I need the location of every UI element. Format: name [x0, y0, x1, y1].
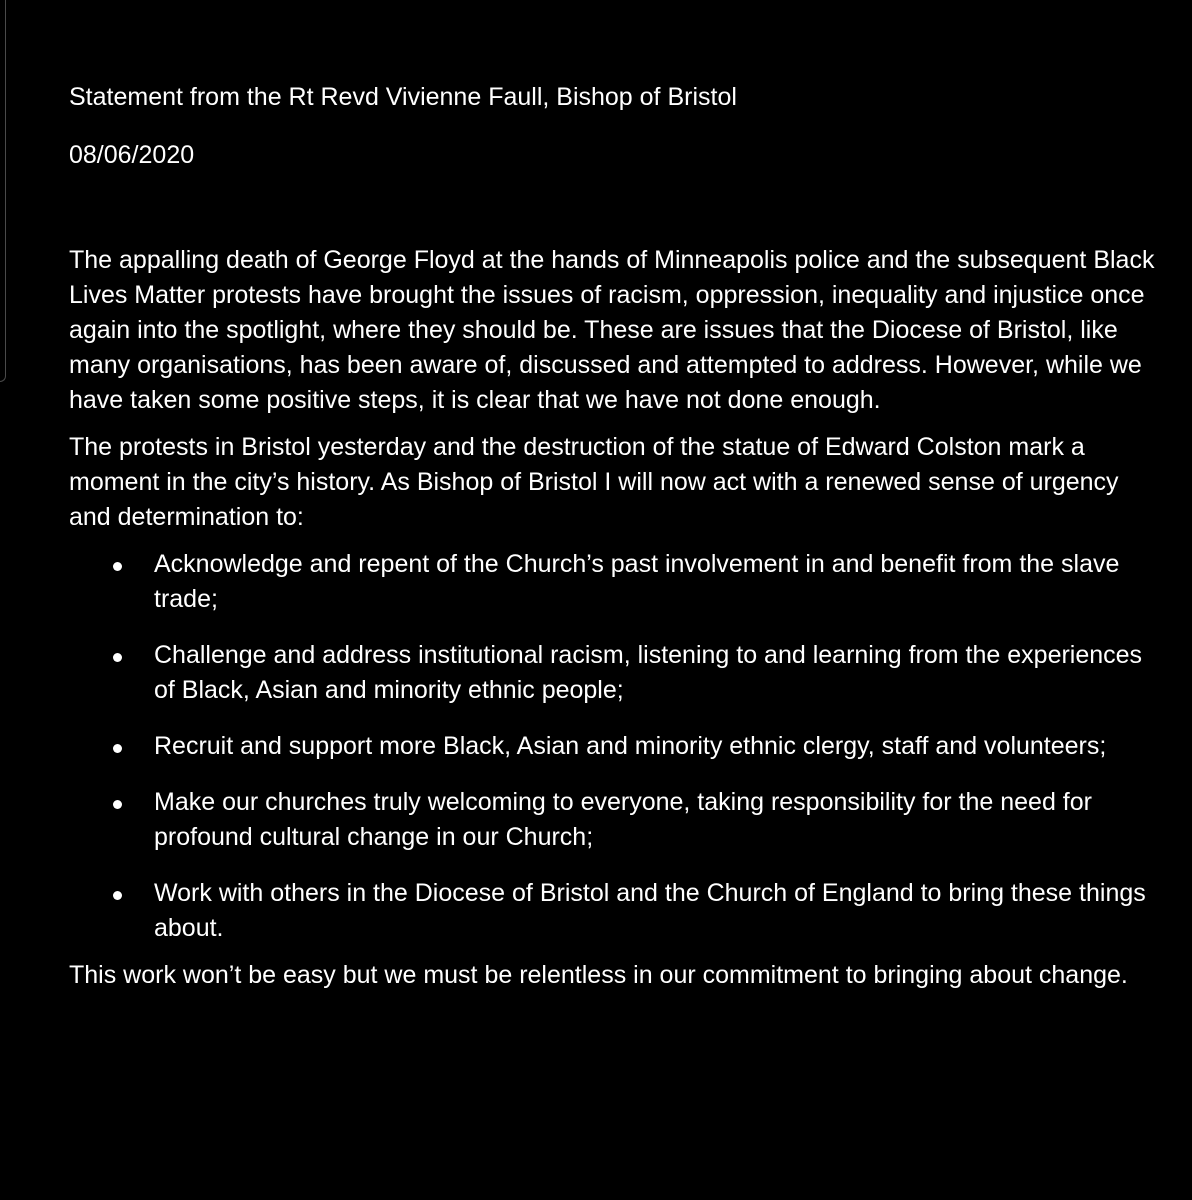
statement-date: 08/06/2020	[69, 141, 195, 169]
statement-heading: Statement from the Rt Revd Vivienne Faull, Bishop of Bristol	[69, 83, 737, 111]
bullet-icon	[113, 562, 122, 571]
paragraph-2: The protests in Bristol yesterday and the destruction of the statue of Edward Colston mark a moment in the city’s history. As Bishop of Bristol I will now act with a renewed sense of urgency and determination to:	[69, 433, 1119, 531]
bullet-icon	[113, 653, 122, 662]
list-item	[69, 785, 1159, 855]
paragraph-1: The appalling death of George Floyd at the hands of Minneapolis police and the subsequent Black Lives Matter protests have brought the issues of racism, oppression, inequality and injustice once again into the spotlight, where they should be. These are issues that the Diocese of Bristol, like many organisations, has been aware of, discussed and attempted to address. However, while we have taken some positive steps, it is clear that we have not done enough.	[69, 246, 1155, 414]
list-item	[69, 729, 1159, 764]
list-item-text: Recruit and support more Black, Asian and minority ethnic clergy, staff and volunteers;	[154, 732, 1107, 760]
list-item-text: Make our churches truly welcoming to everyone, taking responsibility for the need for profound cultural change in our Church;	[154, 788, 1092, 851]
commitments-list	[69, 547, 1159, 946]
list-item-text: Acknowledge and repent of the Church’s past involvement in and benefit from the slave trade;	[154, 550, 1120, 613]
list-item-text: Challenge and address institutional racism, listening to and learning from the experiences of Black, Asian and minority ethnic people;	[154, 641, 1143, 704]
list-item-text: Work with others in the Diocese of Bristol and the Church of England to bring these things about.	[154, 879, 1146, 942]
closing-paragraph: This work won’t be easy but we must be relentless in our commitment to bringing about change.	[69, 961, 1128, 989]
statement-document	[69, 80, 1159, 1005]
bullet-icon	[113, 800, 122, 809]
scroll-indicator[interactable]	[0, 0, 6, 382]
list-item	[69, 876, 1159, 946]
bullet-icon	[113, 744, 122, 753]
list-item	[69, 547, 1159, 617]
list-item	[69, 638, 1159, 708]
bullet-icon	[113, 891, 122, 900]
